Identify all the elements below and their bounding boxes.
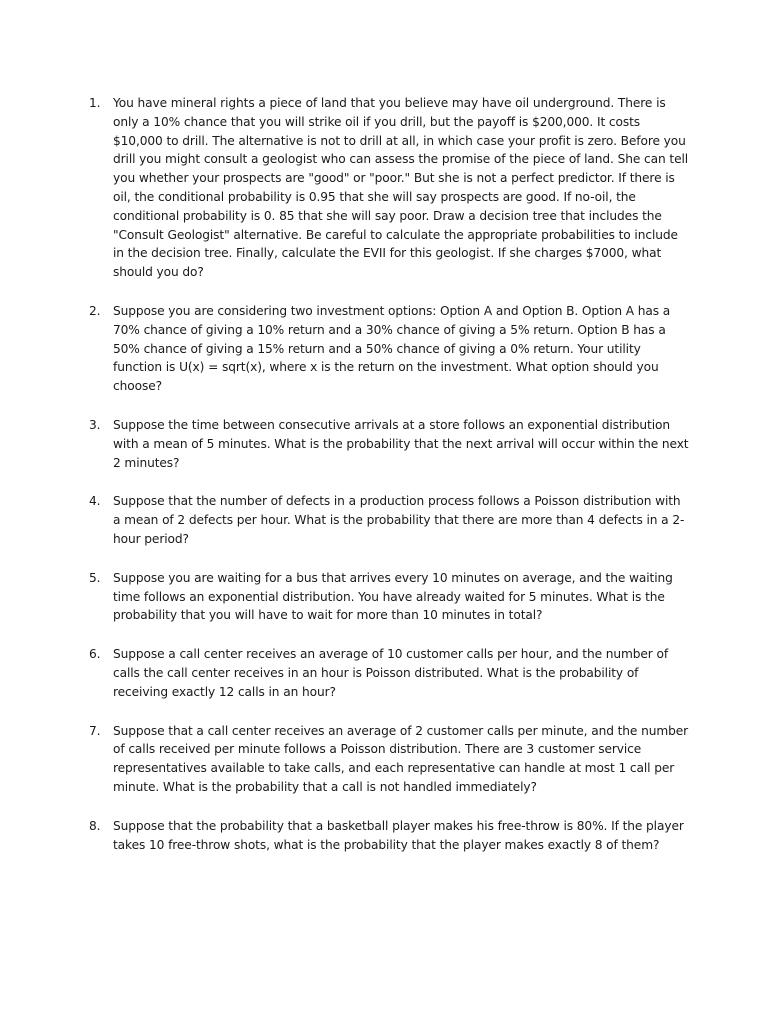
question-text: Suppose that the probability that a basketball player makes his free-throw is 80%. If the player takes 10 free-throw shots, what is the probability that the player makes exactly 8 of them? <box>113 818 684 852</box>
question-text: Suppose that the number of defects in a production process follows a Poisson distribution with a mean of 2 defects per hour. What is the probability that there are more than 4 defects in a 2-hour period? <box>113 494 685 546</box>
question-number: 8. <box>89 818 101 833</box>
question-list <box>89 94 689 874</box>
question-item <box>89 416 689 472</box>
question-text: Suppose you are considering two investment options: Option A and Option B. Option A has a 70% chance of giving a 10% return and a 30% chance of giving a 5% return. Option B has a 50% chance of giving a 15% return and a 50% chance of giving a 0% return. Your utility function is U(x) = sqrt(x), where x is the return on the investment. What option should you choose? <box>113 303 671 394</box>
question-item <box>89 94 689 282</box>
question-number: 2. <box>89 303 101 318</box>
question-number: 6. <box>89 647 101 662</box>
question-item <box>89 722 689 797</box>
question-item <box>89 569 689 625</box>
question-number: 7. <box>89 723 101 738</box>
question-number: 3. <box>89 417 101 432</box>
question-text: Suppose the time between consecutive arrivals at a store follows an exponential distribution with a mean of 5 minutes. What is the probability that the next arrival will occur within the next 2 minutes? <box>113 417 689 470</box>
question-item <box>89 817 689 855</box>
question-text: You have mineral rights a piece of land that you believe may have oil underground. There is only a 10% chance that you will strike oil if you drill, but the payoff is $200,000. It costs $10,000 to drill. The alternative is not to drill at all, in which case your profit is zero. Before you drill you might consult a geologist who can assess the promise of the piece of land. She can tell you whether your prospects are "good" or "poor." But she is not a perfect predictor. If there is oil, the conditional probability is 0.95 that she will say prospects are good. If no-oil, the conditional probability is 0. 85 that she will say poor. Draw a decision tree that includes the "Consult Geologist" alternative. Be careful to calculate the appropriate probabilities to include in the decision tree. Finally, calculate the EVII for this geologist. If she charges $7000, what should you do? <box>113 96 689 280</box>
question-text: Suppose a call center receives an average of 10 customer calls per hour, and the number of calls the call center receives in an hour is Poisson distributed. What is the probability of receiving exactly 12 calls in an hour? <box>113 647 669 699</box>
question-text: Suppose that a call center receives an average of 2 customer calls per minute, and the number of calls received per minute follows a Poisson distribution. There are 3 customer service representatives available to take calls, and each representative can handle at most 1 call per minute. What is the probability that a call is not handled immediately? <box>113 723 689 794</box>
question-text: Suppose you are waiting for a bus that arrives every 10 minutes on average, and the waiting time follows an exponential distribution. You have already waited for 5 minutes. What is the probability that you will have to wait for more than 10 minutes in total? <box>113 570 673 623</box>
question-number: 1. <box>89 96 101 110</box>
question-item <box>89 492 689 548</box>
question-number: 5. <box>89 570 101 585</box>
question-number: 4. <box>89 494 101 509</box>
question-item <box>89 302 689 396</box>
question-item <box>89 645 689 701</box>
